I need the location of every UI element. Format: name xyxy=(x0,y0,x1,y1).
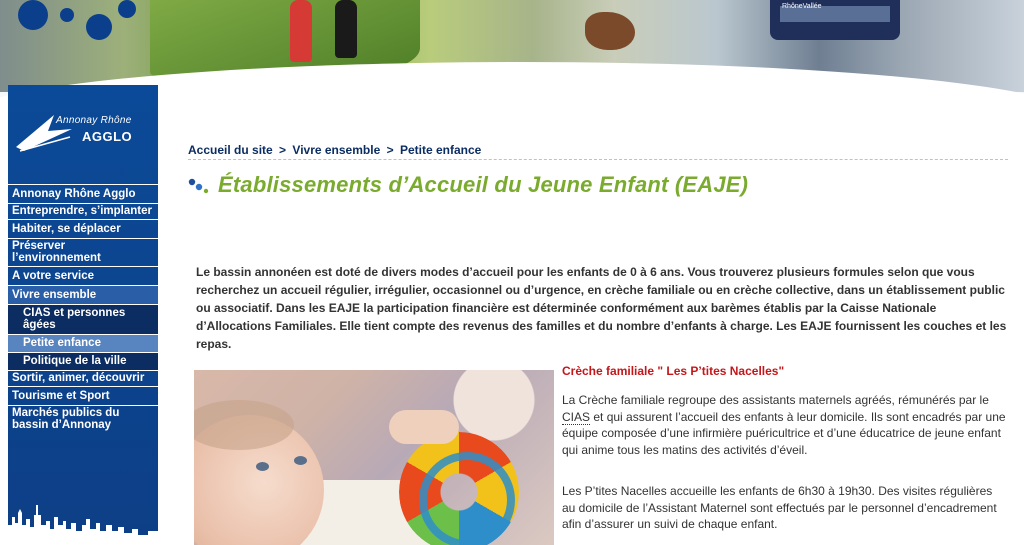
breadcrumb-current[interactable]: Petite enfance xyxy=(399,143,482,157)
banner-dot xyxy=(60,8,74,22)
sidebar xyxy=(8,85,158,539)
breadcrumb-home-link[interactable]: Accueil du site xyxy=(188,143,273,157)
creche-description-part1: La Crèche familiale regroupe des assistants maternels agréés, rémunérés par le xyxy=(562,393,989,407)
photo-toy-ring xyxy=(419,452,515,545)
banner-dot xyxy=(118,0,136,18)
nav-item-habiter[interactable]: Habiter, se déplacer xyxy=(8,219,158,238)
title-bullet-icon xyxy=(188,178,212,194)
creche-description xyxy=(562,392,1006,458)
breadcrumb-separator: > xyxy=(386,143,394,157)
creche-title: Crèche familiale " Les P’tites Nacelles" xyxy=(562,364,785,378)
nav-item-sortir[interactable]: Sortir, animer, découvrir xyxy=(8,370,158,386)
city-skyline-icon xyxy=(8,495,158,539)
banner-dot xyxy=(18,0,48,30)
creche-hours-paragraph: Les P’tites Nacelles accueille les enfants de 6h30 à 19h30. Des visites régulières au domicile de l’Assistant Maternel sont effectués par le personnel d’encadrement afin d’assurer un suivi de chaque enfant. xyxy=(562,484,997,531)
banner-dot xyxy=(86,14,112,40)
creche-description-part2: et qui assurent l’accueil des enfants à leur domicile. Ils sont encadrés par une équipe composée d’une infirmière puéricultrice et d’une éducatrice de jeune enfant qui anime tous les matins des activités d’éveil. xyxy=(562,409,1006,457)
photo-baby-eye xyxy=(294,456,307,465)
logo-line-2: AGGLO xyxy=(82,129,133,144)
nav-item-preserver[interactable]: Préserver l’environnement xyxy=(8,238,158,266)
site-logo[interactable] xyxy=(14,107,154,167)
nav-subitem-petite-enfance[interactable]: Petite enfance xyxy=(8,334,158,352)
breadcrumb-divider xyxy=(188,159,1008,160)
cias-abbreviation[interactable]: CIAS xyxy=(562,409,591,424)
breadcrumb-separator: > xyxy=(279,143,287,157)
nav-item-marches-publics[interactable]: Marchés publics du bassin d’Annonay xyxy=(8,405,158,433)
nav-item-vivre-ensemble[interactable]: Vivre ensemble xyxy=(8,285,158,304)
main-navigation xyxy=(8,184,158,433)
nav-subitem-politique-ville[interactable]: Politique de la ville xyxy=(8,352,158,370)
nav-item-tourisme-sport[interactable]: Tourisme et Sport xyxy=(8,386,158,405)
breadcrumb-section-link[interactable]: Vivre ensemble xyxy=(292,143,381,157)
banner-bus-label: RhôneVallée xyxy=(782,3,822,10)
nav-item-a-votre-service[interactable]: A votre service xyxy=(8,266,158,285)
nav-subitem-cias[interactable]: CIAS et personnes âgées xyxy=(8,304,158,334)
intro-paragraph: Le bassin annonéen est doté de divers modes d’accueil pour les enfants de 0 à 6 ans. Vous trouverez plusieurs formules selon que vous recherchez un accueil régulier, irrégulier, occasionnel ou d’urgence, en crèche familiale ou en crèche collective, dans un établissement public ou associatif. Dans les EAJE la participation financière est déterminée conformément aux barèmes établis par la Caisse Nationale d’Allocations Familiales. Elle tient compte des revenus des familles et du nombre d’enfants à charge. Les EAJE fournissent les couches et les repas. xyxy=(196,265,1007,351)
creche-card xyxy=(562,364,1008,531)
photo-baby-eye xyxy=(256,462,269,471)
logo-line-1: Annonay Rhône xyxy=(56,115,132,126)
photo-baby-hand xyxy=(389,410,459,444)
page-title-row xyxy=(188,172,1008,204)
banner-player-2 xyxy=(335,0,357,58)
banner-hand-image xyxy=(585,12,635,50)
breadcrumb xyxy=(188,143,481,157)
page-title: Établissements d’Accueil du Jeune Enfant (EAJE) xyxy=(218,172,749,197)
banner-player-1 xyxy=(290,0,312,62)
nav-item-entreprendre[interactable]: Entreprendre, s’implanter xyxy=(8,203,158,219)
baby-photo xyxy=(194,370,554,545)
nav-item-annonay-rhone-agglo[interactable]: Annonay Rhône Agglo xyxy=(8,184,158,203)
